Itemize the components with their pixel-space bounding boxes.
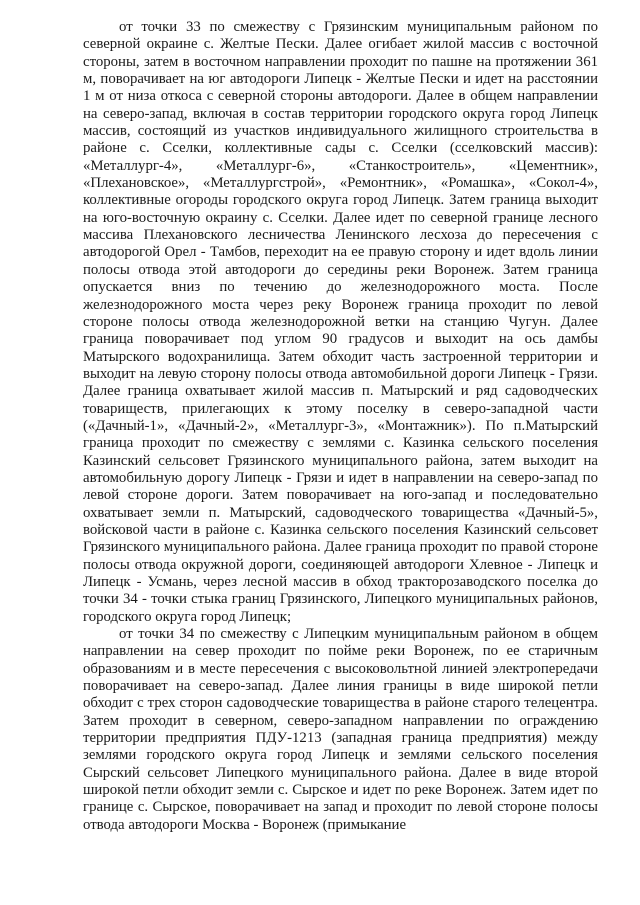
paragraph-point-33: от точки 33 по смежеству с Грязинским муниципальным районом по северной окраине с. Желтые Пески. Далее огибает жилой массив с восточной стороны, затем в восточном направлении проходит по пашне на протяжении 361 м, поворачивает на юг автодороги Липецк - Желтые Пески и идет на расстоянии 1 м от низа откоса с северной стороны автодороги. Далее в общем направлении на северо-запад, включая в состав территории городского округа город Липецк массив, состоящий из участков индивидуального жилищного строительства в районе с. Сселки, коллективные сады с. Сселки (сселковский массив): «Металлург-4», «Металлург-6», «Станкостроитель», «Цементник», «Плехановское», «Металлургстрой», «Ремонтник», «Ромашка», «Сокол-4», коллективные огороды городского округа город Липецк. Затем граница выходит на юго-восточную окраину с. Сселки. Далее идет по северной границе лесного массива Плехановского лесничества Ленинского лесхоза до пересечения с автодорогой Орел - Тамбов, переходит на ее правую сторону и идет вдоль линии полосы отвода этой автодороги до середины реки Воронеж. Затем граница опускается вниз по течению до железнодорожного моста. После железнодорожного моста через реку Воронеж граница проходит по левой стороне полосы отвода железнодорожной ветки на станцию Чугун. Далее граница поворачивает под углом 90 градусов и выходит на ось дамбы Матырского водохранилища. Затем обходит часть застроенной территории и выходит на левую сторону полосы отвода автомобильной дороги Липецк - Грязи. Далее граница охватывает жилой массив п. Матырский и ряд садоводческих товариществ, прилегающих к этому поселку в северо-западной части («Дачный-1», «Дачный-2», «Металлург-3», «Монтажник»). По п.Матырский граница проходит по смежеству с землями с. Казинка сельского поселения Казинский сельсовет Грязинского муниципального района, затем выходит на автомобильную дорогу Липецк - Грязи и идет в направлении на северо-запад по левой стороне дороги. Затем поворачивает на юго-запад и последовательно охватывает земли п. Матырский, садоводческого товарищества «Дачный-5», войсковой части в районе с. Казинка сельского поселения Казинский сельсовет Грязинского муниципального района. Далее граница проходит по правой стороне полосы отвода окружной дороги, соединяющей автодороги Хлевное - Липецк и Липецк - Усмань, через лесной массив в обход тракторозаводского поселка до точки 34 - точки стыка границ Грязинского, Липецкого муниципальных районов, городского округа город Липецк;: [83, 19, 598, 625]
paragraph-point-34: от точки 34 по смежеству с Липецким муниципальным районом в общем направлении на север проходит по пойме реки Воронеж, по ее старичным образованиям и в месте пересечения с высоковольтной линией электропередачи поворачивает на северо-запад. Далее линия границы в виде широкой петли обходит с трех сторон садоводческие товарищества в районе старого телецентра. Затем проходит в северном, северо-западном направлении по ограждению территории предприятия ПДУ-1213 (западная граница предприятия) между землями городского округа город Липецк и землями сельского поселения Сырский сельсовет Липецкого муниципального района. Далее в виде второй широкой петли обходит земли с. Сырское и идет по реке Воронеж. Затем идет по границе с. Сырское, поворачивает на запад и проходит по левой стороне полосы отвода автодороги Москва - Воронеж (примыкание: [83, 626, 598, 833]
document-page: [83, 19, 598, 834]
